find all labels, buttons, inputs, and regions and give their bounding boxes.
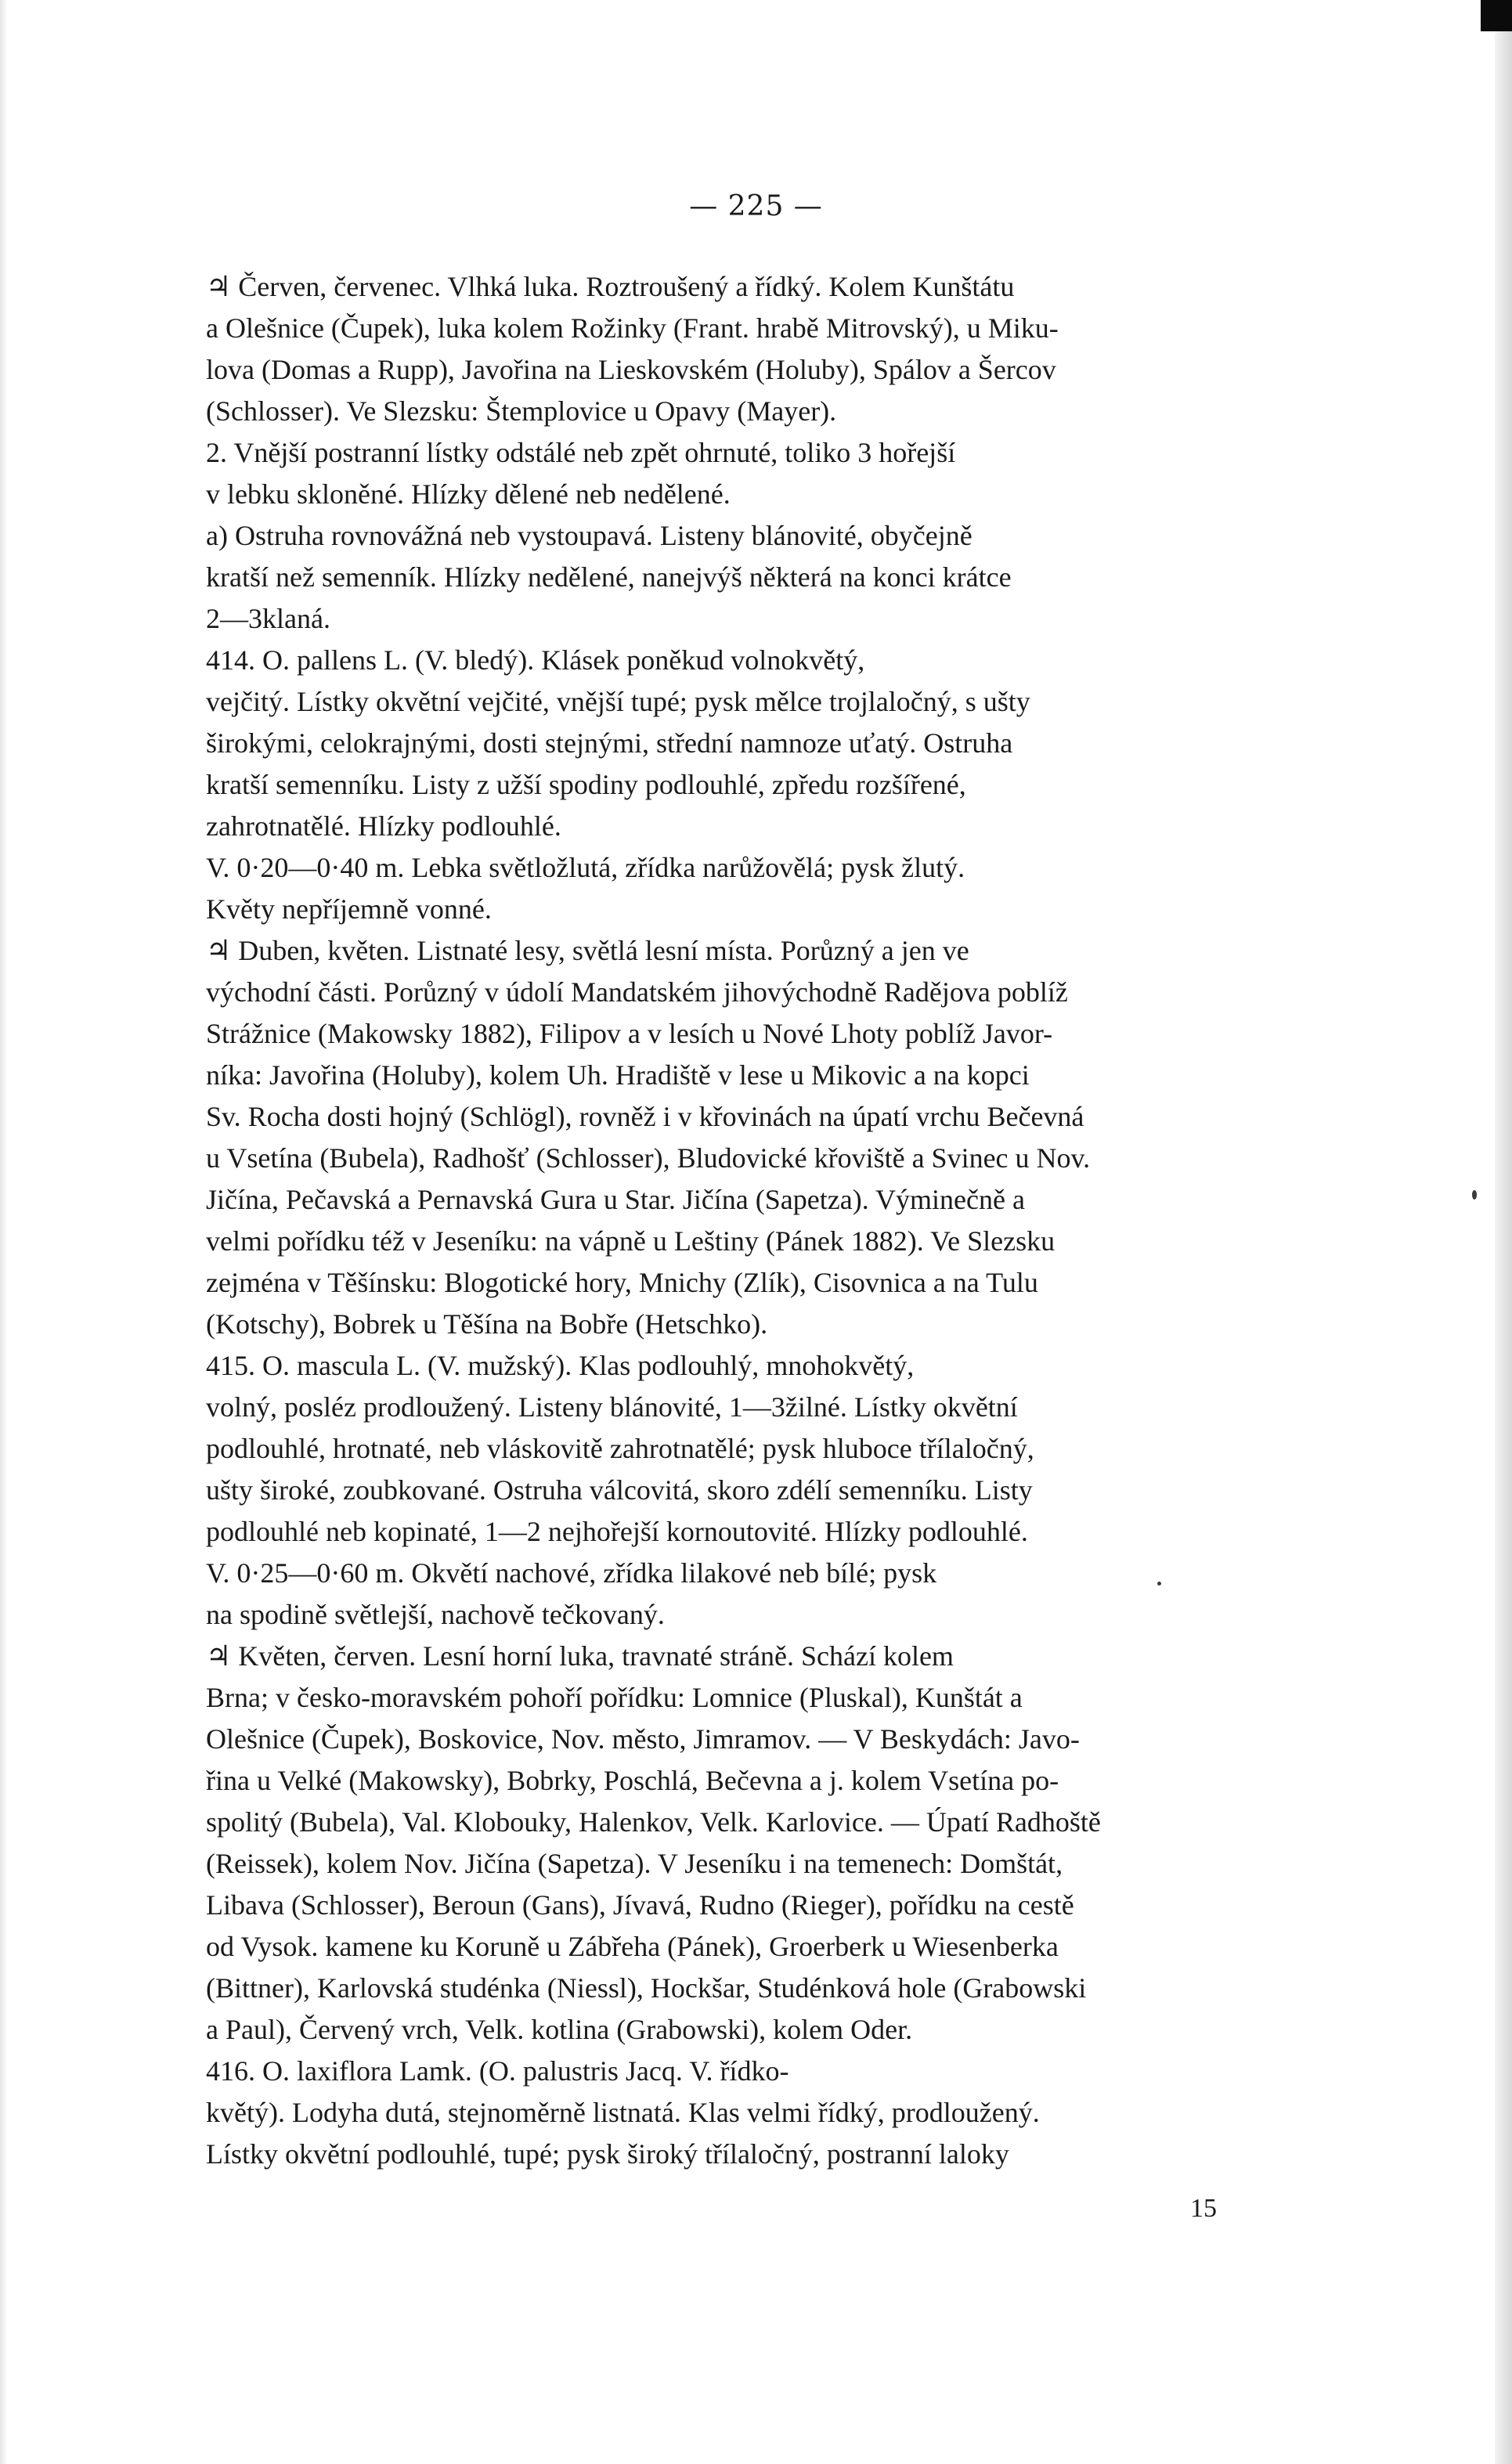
folio-signature: 15 [1190,2194,1217,2223]
text-line: Brna; v česko-moravském pohoří pořídku: Lomnice (Pluskal), Kunštát a [206,1682,1023,1713]
scan-corner-mark [1481,0,1512,31]
page-edge-right [1495,0,1512,2464]
scan-speck [1157,1582,1161,1586]
text-line: od Vysok. kamene ku Koruně u Zábřeha (Pánek), Groerberk u Wiesenberka [206,1931,1059,1962]
text-line: lova (Domas a Rupp), Javořina na Lieskovském (Holuby), Spálov a Šercov [206,354,1056,385]
text-line: 2. Vnější postranní lístky odstálé neb zpět ohrnuté, toliko 3 hořejší [206,437,956,468]
text-line: (Bittner), Karlovská studénka (Niessl), Hockšar, Studénková hole (Grabowski [206,1972,1087,2004]
text-line: spolitý (Bubela), Val. Klobouky, Halenkov, Velk. Karlovice. — Úpatí Radhoště [206,1806,1101,1838]
text-line: podlouhlé neb kopinaté, 1—2 nejhořejší kornoutovité. Hlízky podlouhlé. [206,1516,1028,1547]
text-line: podlouhlé, hrotnaté, neb vláskovitě zahrotnatělé; pysk hluboce třílaločný, [206,1433,1034,1464]
text-line: Jičína, Pečavská a Pernavská Gura u Star. Jičína (Sapetza). Výminečně a [206,1184,1025,1215]
text-line: a Paul), Červený vrch, Velk. kotlina (Grabowski), kolem Oder. [206,2014,913,2045]
text-line: (Reissek), kolem Nov. Jičína (Sapetza). V Jeseníku i na temenech: Domštát, [206,1848,1063,1879]
text-line: zahrotnatělé. Hlízky podlouhlé. [206,810,561,842]
text-line: ♃ Květen, červen. Lesní horní luka, travnaté stráně. Schází kolem [206,1640,954,1672]
text-line: kratší semenníku. Listy z užší spodiny podlouhlé, zpředu rozšířené, [206,769,966,800]
text-line: u Vsetína (Bubela), Radhošť (Schlosser), Bludovické křoviště a Svinec u Nov. [206,1142,1091,1174]
text-line: v lebku skloněné. Hlízky dělené neb nedělené. [206,478,731,510]
text-line: Lístky okvětní podlouhlé, tupé; pysk široký třílaločný, postranní laloky [206,2138,1009,2170]
text-line: ♃ Duben, květen. Listnaté lesy, světlá lesní místa. Porůzný a jen ve [206,935,969,966]
text-line: širokými, celokrajnými, dosti stejnými, střední namnoze uťatý. Ostruha [206,727,1013,759]
text-line: Květy nepříjemně vonné. [206,893,492,925]
text-line: ♃ Červen, červenec. Vlhká luka. Roztroušený a řídký. Kolem Kunštátu [206,271,1015,302]
text-line: 414. O. pallens L. (V. bledý). Klásek poněkud volnokvětý, [206,644,865,676]
text-line: kratší než semenník. Hlízky nedělené, nanejvýš některá na konci krátce [206,561,1012,593]
text-line: V. 0·25—0·60 m. Okvětí nachové, zřídka lilakové neb bílé; pysk [206,1557,937,1589]
text-line: 415. O. mascula L. (V. mužský). Klas podlouhlý, mnohokvětý, [206,1350,915,1381]
scan-speck [1472,1190,1477,1200]
text-line: východní části. Porůzný v údolí Mandatském jihovýchodně Radějova poblíž [206,976,1068,1008]
text-line: níka: Javořina (Holuby), kolem Uh. Hradiště v lese u Mikovic a na kopci [206,1059,1030,1091]
text-line: velmi pořídku též v Jeseníku: na vápně u Leštiny (Pánek 1882). Ve Slezsku [206,1225,1056,1257]
text-line: a) Ostruha rovnovážná neb vystoupavá. Listeny blánovité, obyčejně [206,520,973,551]
page-edge-left [0,0,8,2464]
text-line: na spodině světlejší, nachově tečkovaný. [206,1599,665,1630]
text-line: řina u Velké (Makowsky), Bobrky, Poschlá, Bečevna a j. kolem Vsetína po- [206,1765,1059,1796]
text-line: a Olešnice (Čupek), luka kolem Rožinky (Frant. hrabě Mitrovský), u Miku- [206,312,1059,344]
text-line: Libava (Schlosser), Beroun (Gans), Jívavá, Rudno (Rieger), pořídku na cestě [206,1889,1074,1921]
text-line: Strážnice (Makowsky 1882), Filipov a v lesích u Nové Lhoty poblíž Javor- [206,1018,1053,1049]
page-number: — 225 — [689,190,823,222]
body-text [206,266,1279,2175]
text-line: 2—3klaná. [206,603,330,634]
text-line: vejčitý. Lístky okvětní vejčité, vnější tupé; pysk mělce trojlaločný, s ušty [206,686,1030,717]
text-line: Sv. Rocha dosti hojný (Schlögl), rovněž i v křovinách na úpatí vrchu Bečevná [206,1101,1084,1132]
text-line: (Schlosser). Ve Slezsku: Štemplovice u Opavy (Mayer). [206,395,837,427]
text-line: V. 0·20—0·40 m. Lebka světložlutá, zřídka narůžovělá; pysk žlutý. [206,852,965,883]
text-line: ušty široké, zoubkované. Ostruha válcovitá, skoro zdélí semenníku. Listy [206,1474,1033,1506]
text-line: Olešnice (Čupek), Boskovice, Nov. město, Jimramov. — V Beskydách: Javo- [206,1723,1080,1755]
text-line: květý). Lodyha dutá, stejnoměrně listnatá. Klas velmi řídký, prodloužený. [206,2097,1040,2128]
text-line: (Kotschy), Bobrek u Těšína na Bobře (Hetschko). [206,1308,768,1340]
text-line: zejména v Těšínsku: Blogotické hory, Mnichy (Zlík), Cisovnica a na Tulu [206,1267,1038,1298]
text-line: volný, posléz prodloužený. Listeny blánovité, 1—3žilné. Lístky okvětní [206,1391,1018,1423]
text-line: 416. O. laxiflora Lamk. (O. palustris Jacq. V. řídko- [206,2055,789,2087]
